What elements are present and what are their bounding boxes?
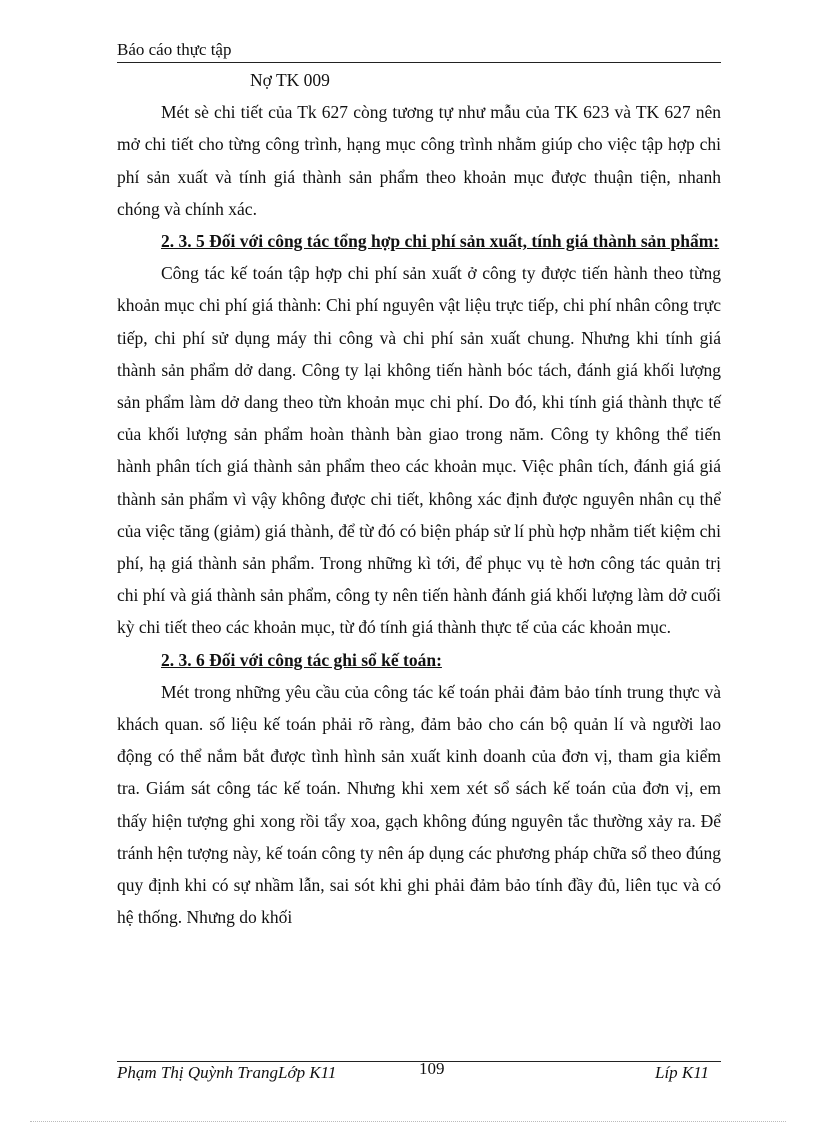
page-body xyxy=(117,64,721,933)
account-note: Nợ TK 009 xyxy=(250,70,330,90)
section-heading-2-3-6: 2. 3. 6 Đối với công tác ghi sổ kế toán: xyxy=(161,649,442,670)
paragraph-1: Mét sè chi tiết của Tk 627 còng tương tự như mẫu của TK 623 và TK 627 nên mở chi tiết cho từng công trình, hạng mục công trình nhằm giúp cho việc tập hợp chi phí sản xuất và tính giá thành sản phẩm theo khoản mục được thuận tiện, nhanh chóng và chính xác. xyxy=(117,102,721,219)
page-bottom-divider xyxy=(30,1121,786,1122)
paragraph-3: Mét trong những yêu cầu của công tác kế toán phải đảm bảo tính trung thực và khách quan. số liệu kế toán phải rõ ràng, đảm bảo cho cán bộ quản lí và người lao động có thể nắm bắt được tình hình sản xuất kinh doanh của đơn vị, tham gia kiểm tra. Giám sát công tác kế toán. Nhưng khi xem xét sổ sách kế toán của đơn vị, em thấy hiện tượng ghi xong rồi tẩy xoa, gạch không đúng nguyên tắc thường xảy ra. Để tránh hện tượng này, kế toán công ty nên áp dụng các phương pháp chữa sổ theo đúng quy định khi có sự nhầm lẫn, sai sót khi ghi phải đảm bảo tính đầy đủ, liên tục và có hệ thống. Nhưng do khối xyxy=(117,681,721,928)
page-number: 109 xyxy=(419,1059,445,1078)
footer-class: Líp K11 xyxy=(654,1063,709,1082)
page-footer xyxy=(117,1059,721,1087)
paragraph-2: Công tác kế toán tập hợp chi phí sản xuất ở công ty được tiến hành theo từng khoản mục chi phí giá thành: Chi phí nguyên vật liệu trực tiếp, chi phí nhân công trực tiếp, chi phí sử dụng máy thi công và chi phí sản xuất chung. Nhưng khi tính giá thành sản phẩm dở dang. Công ty lại không tiến hành bóc tách, đánh giá khối lượng sản phẩm làm dở dang theo từn khoản mục chi phí. Do đó, khi tính giá thành thực tế của khối lượng sản phẩm hoàn thành bàn giao trong năm. Công ty không thể tiến hành phân tích giá thành sản phẩm theo các khoản mục. Việc phân tích, đánh giá giá thành sản phẩm vì vậy không được chi tiết, không xác định được nguyên nhân cụ thể của việc tăng (giảm) giá thành, để từ đó có biện pháp sử lí phù hợp nhằm tiết kiệm chi phí, hạ giá thành sản phẩm. Trong những kì tới, để phục vụ tè hơn công tác quản trị chi phí và giá thành sản phẩm, công ty nên tiến hành đánh giá khối lượng làm dở cuối kỳ chi tiết theo các khoản mục, từ đó tính giá thành thực tế của các khoản mục. xyxy=(117,263,721,638)
header-rule xyxy=(117,62,721,63)
footer-author: Phạm Thị Quỳnh TrangLớp K11 xyxy=(117,1063,337,1082)
report-title: Báo cáo thực tập xyxy=(117,40,232,59)
section-heading-2-3-5: 2. 3. 5 Đối với công tác tổng hợp chi phí sản xuất, tính giá thành sản phẩm: xyxy=(161,231,720,252)
